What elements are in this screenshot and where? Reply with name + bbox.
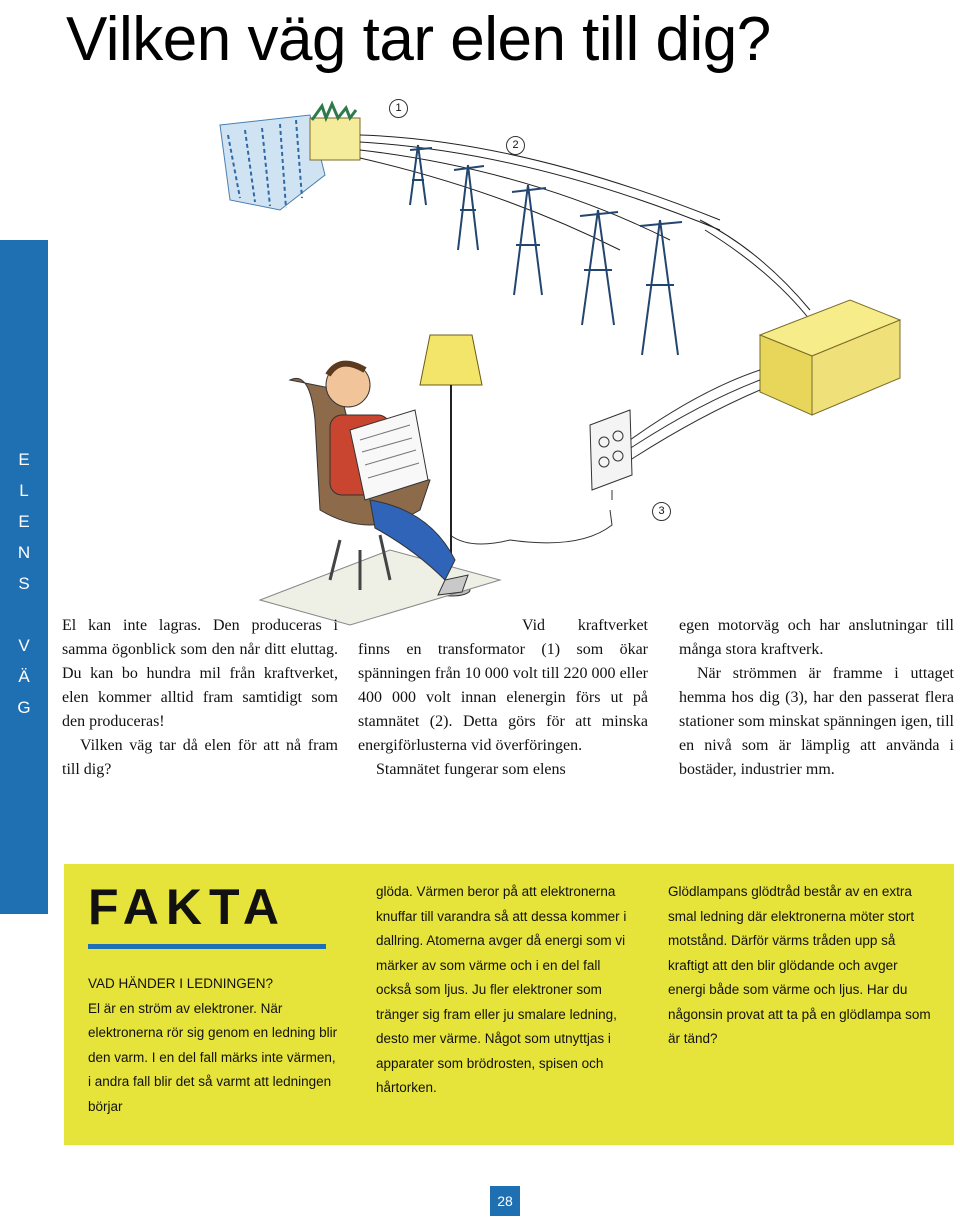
fakta-underline xyxy=(88,944,326,949)
text-column-3 xyxy=(679,614,954,782)
paragraph: Glödlampans glödtråd består av en extra smal ledning där elektronerna möter stort motstånd. Därför värms tråden upp så kraftigt att den blir glödande och avger energi både som värme och ljus. Har du någonsin provat att ta på en glödlampa som är tänd? xyxy=(668,884,931,1046)
fakta-column-1 xyxy=(88,972,338,1119)
power-grid-illustration xyxy=(200,80,960,630)
paragraph: egen motorväg och har anslutningar till många stora kraftverk. xyxy=(679,617,954,658)
paragraph: Vilken väg tar då elen för att nå fram till dig? xyxy=(62,737,338,778)
sidebar-letter: G xyxy=(17,698,31,717)
wall-socket-icon xyxy=(450,410,632,544)
paragraph: När strömmen är framme i uttaget hemma hos dig (3), har den passerat flera stationer som minskat spänningen igen, till en nivå som är lämplig att använda i bostäder, industrier mm. xyxy=(679,665,954,778)
sidebar-letter: S xyxy=(18,574,30,593)
paragraph: Stamnätet fungerar som elens xyxy=(376,761,566,778)
page-number: 28 xyxy=(490,1186,520,1216)
sidebar-letter: Ä xyxy=(18,667,30,686)
sidebar-letter: V xyxy=(18,636,30,655)
marker-3: 3 xyxy=(652,502,671,521)
sidebar-letter: L xyxy=(19,481,29,500)
sidebar-vertical-label xyxy=(0,444,48,723)
fakta-question: VAD HÄNDER I LEDNINGEN? xyxy=(88,976,274,991)
text-column-1 xyxy=(62,614,338,782)
paragraph: Vid kraftverket finns en transformator (1) som ökar spänningen från 10 000 volt till 220 000 eller 400 000 volt innan elenergin förs ut på stamnätet (2). Detta görs för att minska energiförlusterna vid överföringen. xyxy=(358,617,648,754)
marker-1: 1 xyxy=(389,99,408,118)
paragraph: glöda. Värmen beror på att elektronerna knuffar till varandra så att dessa kommer i dallring. Atomerna avger då energi som vi märker av som värme och i en del fall också som ljus. Ju fler elektroner som tränger sig fram eller ju smalare ledning, desto mer värme. Något som utnyttjas i apparater som brödrosten, spisen och hårtorken. xyxy=(376,884,627,1095)
paragraph: El kan inte lagras. Den produceras i samma ögonblick som den når ditt eluttag. Du kan bo hundra mil från kraftverket, elen kommer alltid fram samtidigt som den produceras! xyxy=(62,617,338,730)
page-title: Vilken väg tar elen till dig? xyxy=(66,5,771,74)
fakta-heading: FAKTA xyxy=(88,879,286,935)
sidebar-letter: E xyxy=(18,512,30,531)
marker-2: 2 xyxy=(506,136,525,155)
transformer-icon xyxy=(615,300,900,470)
paragraph: El är en ström av elektroner. När elektronerna rör sig genom en ledning blir den varm. I en del fall märks inte värmen, i andra fall blir det så varmt att ledningen börjar xyxy=(88,1000,338,1114)
fakta-box xyxy=(64,864,954,1145)
sidebar-letter: E xyxy=(18,450,30,469)
sidebar-letter-gap xyxy=(0,599,48,630)
power-line-icon xyxy=(360,135,810,320)
sidebar-letter: N xyxy=(17,543,31,562)
pylon-icon xyxy=(410,145,682,355)
fakta-column-3 xyxy=(668,880,933,1052)
dam-icon xyxy=(220,104,360,210)
fakta-column-2 xyxy=(376,880,632,1101)
text-column-2 xyxy=(358,614,648,782)
